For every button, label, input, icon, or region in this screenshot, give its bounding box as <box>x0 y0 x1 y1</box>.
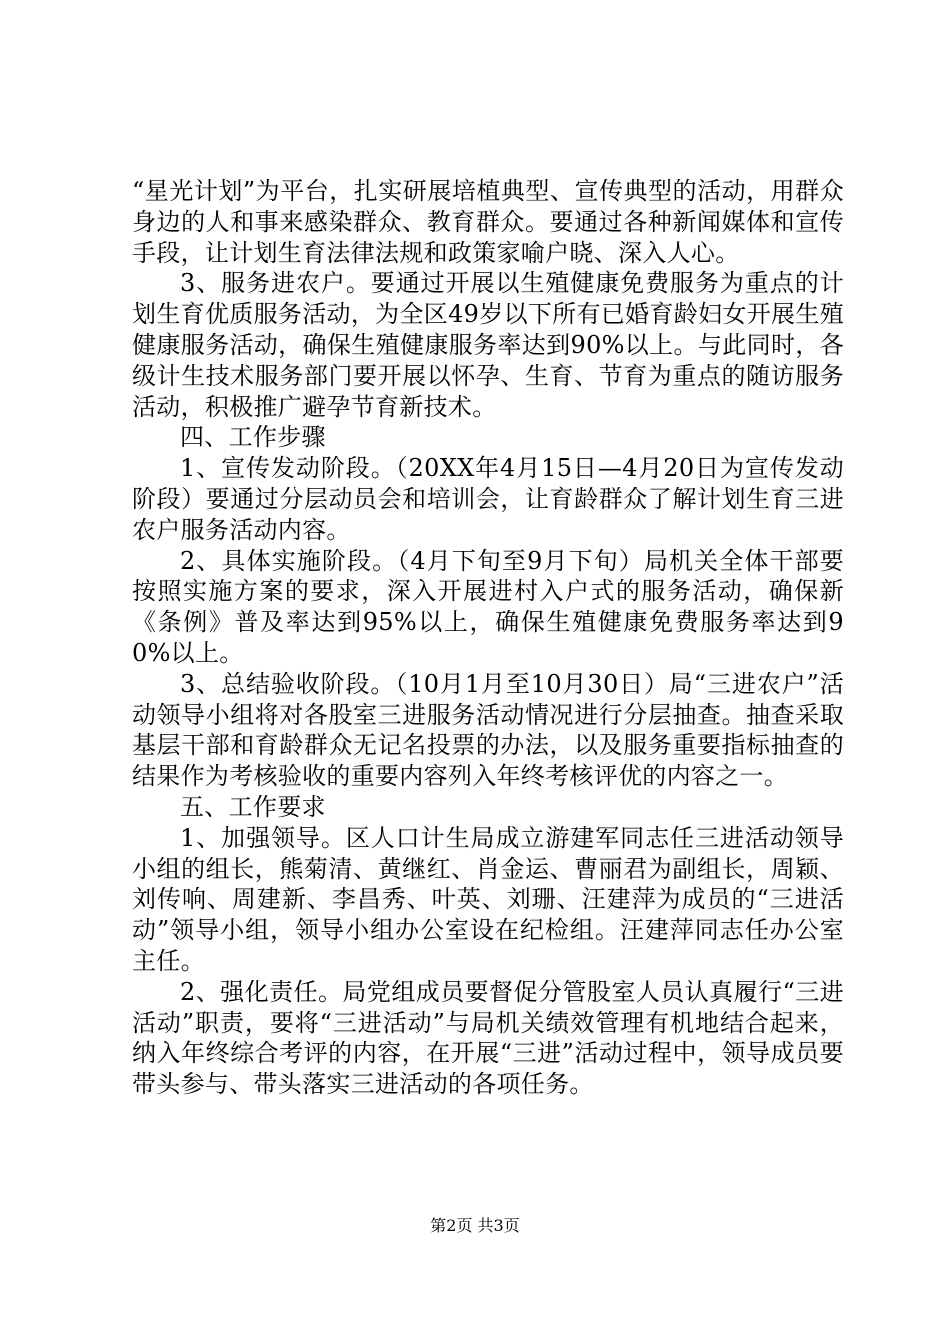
section-heading-work-steps: 四、工作步骤 <box>180 423 326 452</box>
section-heading-work-requirements: 五、工作要求 <box>180 792 326 821</box>
paragraph-service-to-households: 3、服务进农户。要通过开展以生殖健康免费服务为重点的计划生育优质服务活动，为全区49岁以下所有已婚育龄妇女开展生殖健康服务活动，确保生殖健康服务率达到90%以上。与此同时，各级计生技术服务部门要开展以怀孕、生育、节育为重点的随访服务活动，积极推广避孕节育新技术。 <box>132 269 844 421</box>
paragraph-implementation-stage: 2、具体实施阶段。（4月下旬至9月下旬）局机关全体干部要按照实施方案的要求，深入开展进村入户式的服务活动，确保新《条例》普及率达到95%以上，确保生殖健康免费服务率达到90%以上。 <box>132 546 844 667</box>
paragraph-publicity-stage: 1、宣传发动阶段。（20XX年4月15日—4月20日为宣传发动阶段）要通过分层动员会和培训会，让育龄群众了解计划生育三进农户服务活动内容。 <box>132 454 844 544</box>
paragraph-star-plan-continuation: “星光计划”为平台，扎实研展培植典型、宣传典型的活动，用群众身边的人和事来感染群众、教育群众。要通过各种新闻媒体和宣传手段，让计划生育法律法规和政策家喻户晓、深入人心。 <box>132 177 844 267</box>
page-number: 第2页 共3页 <box>430 1216 520 1235</box>
paragraph-strengthen-leadership: 1、加强领导。区人口计生局成立游建军同志任三进活动领导小组的组长，熊菊清、黄继红、肖金运、曹丽君为副组长，周颖、刘传响、周建新、李昌秀、叶英、刘珊、汪建萍为成员的“三进活动”领导小组，领导小组办公室设在纪检组。汪建萍同志任办公室主任。 <box>132 823 844 975</box>
paragraph-acceptance-stage: 3、总结验收阶段。（10月1月至10月30日）局“三进农户”活动领导小组将对各股室三进服务活动情况进行分层抽查。抽查采取基层干部和育龄群众无记名投票的办法，以及服务重要指标抽查的结果作为考核验收的重要内容列入年终考核评优的内容之一。 <box>132 669 844 791</box>
paragraph-strengthen-responsibility: 2、强化责任。局党组成员要督促分管股室人员认真履行“三进活动”职责，要将“三进活动”与局机关绩效管理有机地结合起来，纳入年终综合考评的内容，在开展“三进”活动过程中，领导成员要带头参与、带头落实三进活动的各项任务。 <box>132 977 844 1099</box>
document-body <box>132 176 844 1100</box>
